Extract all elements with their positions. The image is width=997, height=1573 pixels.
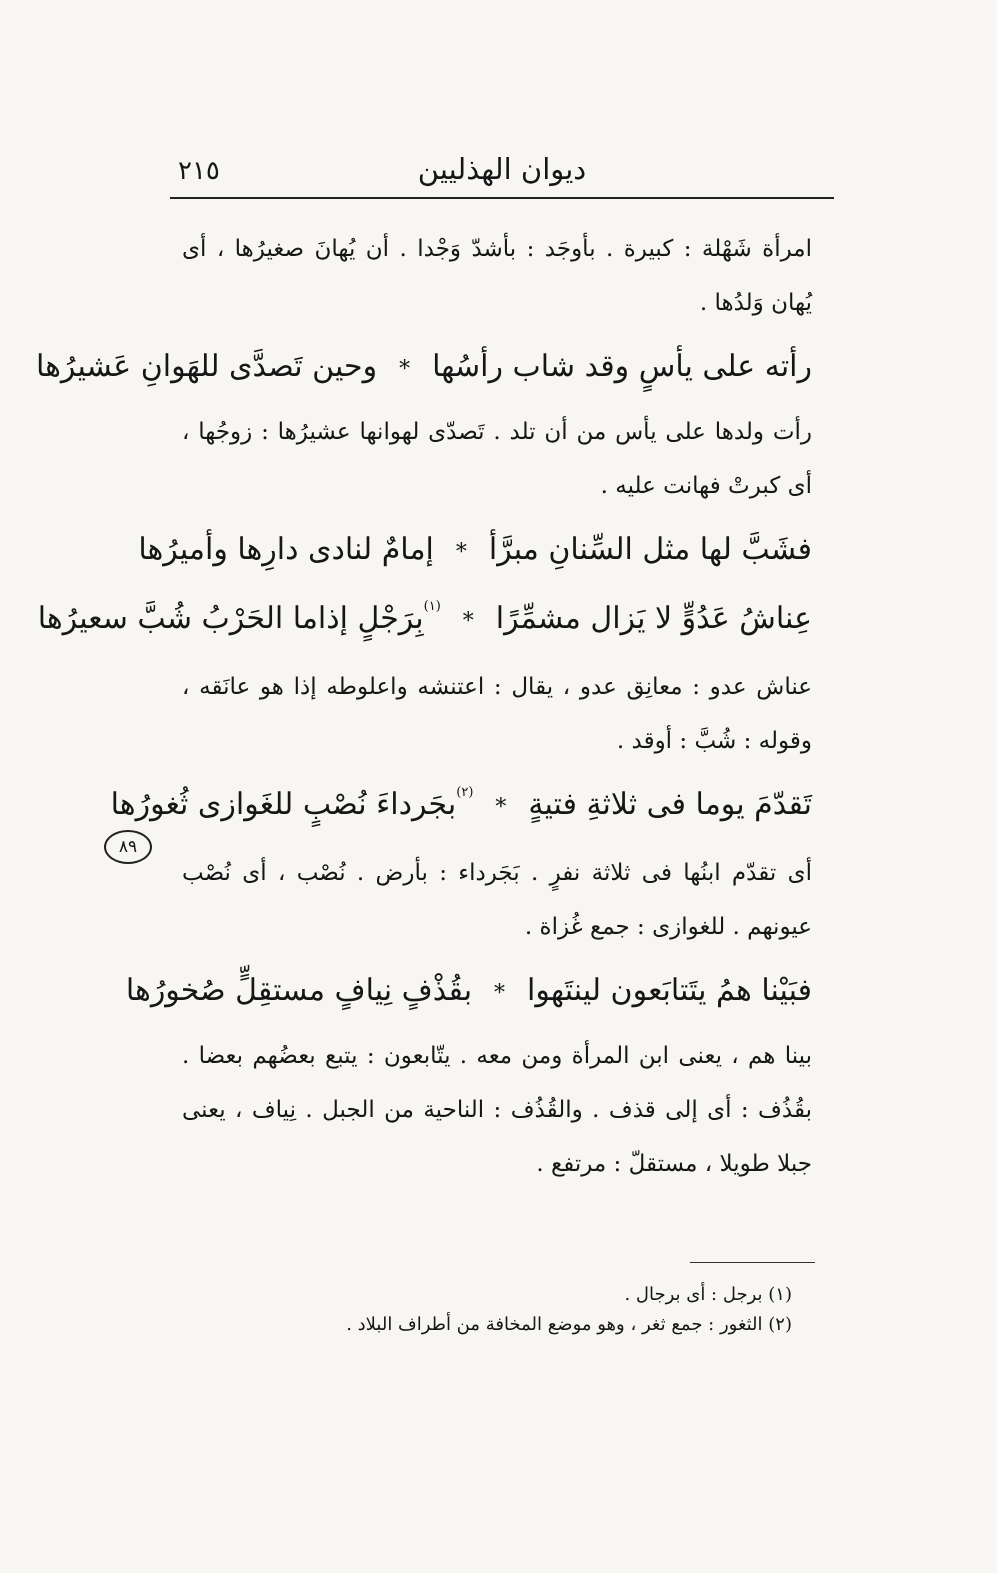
page-header [170,148,834,192]
commentary-paragraph: رأت ولدها على يأس من أن تلد . تَصدّى لهوانها عشيرُها : زوجُها ، أى كبرتْ فهانت عليه . [182,419,812,499]
verse-second-hemistich: بِرَجْلٍ إذاما الحَرْبُ شُبَّ سعيرُها [37,601,424,636]
verse-second-hemistich: وحين تَصدَّى للهَوانِ عَشيرُها [35,349,378,384]
verse-first-hemistich: عِناشُ عَدُوٍّ لا يَزال مشمِّرًا [495,601,812,636]
footnotes [300,1280,792,1340]
verse-second-hemistich: بجَرداءَ نُصْبٍ للغَوازى ثُغورُها [110,787,457,822]
verse-line [138,521,812,582]
footnote: (٢) الثغور : جمع ثغر ، وهو موضع المخافة من أطراف البلاد . [346,1314,792,1335]
star-separator: * [455,540,467,565]
verse-first-hemistich: رأته على يأسٍ وقد شاب رأسُها [432,349,812,384]
footnote: (١) برجل : أى برجال . [624,1284,792,1305]
star-separator: * [494,981,506,1006]
star-separator: * [399,357,411,382]
verse-first-hemistich: تَقدّمَ يوما فى ثلاثةِ فتيةٍ [528,787,812,822]
commentary-paragraph: امرأة شَهْلة : كبيرة . بأوجَد : بأشدّ وَجْدا . أن يُهانَ صغيرُها ، أى يُهان وَلدُها . [182,236,812,316]
footnote-reference: (٢) [456,785,474,800]
verse-second-hemistich: بقُذْفٍ نِيافٍ مستقِلٍّ صُخورُها [125,973,473,1008]
header-rule [170,197,834,199]
footnote-rule [690,1262,815,1263]
verse-first-hemistich: فشَبَّ لها مثل السِّنانِ مبرَّأ [488,532,812,567]
commentary-paragraph: أى تقدّم ابنُها فى ثلاثة نفرٍ . بَجَرداء : بأرض . نُصْب ، أى نُصْب عيونهم . للغوازى : جمع غُزاة . [182,860,812,940]
star-separator: * [462,609,474,634]
verse-line [35,338,812,399]
footnote-reference: (١) [423,599,441,614]
verse-line [37,590,812,654]
verse-second-hemistich: إمامٌ لنادى دارِها وأميرُها [138,532,434,567]
verse-first-hemistich: فبَيْنا همُ يتَتابَعون لينتَهوا [527,973,812,1008]
running-title: ديوان الهذليين [417,152,587,186]
page-number: ٢١٥ [178,156,220,186]
commentary-paragraph: عناش عدو : معانِق عدو ، يقال : اعتنشه واعلوطه إذا هو عانَقه ، وقوله : شُبَّ : أوقد . [182,674,812,754]
verse-line [110,776,812,840]
margin-poem-number: ٨٩ [104,830,152,864]
commentary-paragraph: بينا هم ، يعنى ابن المرأة ومن معه . يتّابعون : يتبع بعضُهم بعضا . بقُذُف : أى إلى قذف . والقُذُف : الناحية من الجبل . نِياف ، يعنى جبلا طويلا ، مستقلّ : مرتفع . [182,1043,812,1177]
verse-line [125,962,812,1023]
star-separator: * [495,795,507,820]
